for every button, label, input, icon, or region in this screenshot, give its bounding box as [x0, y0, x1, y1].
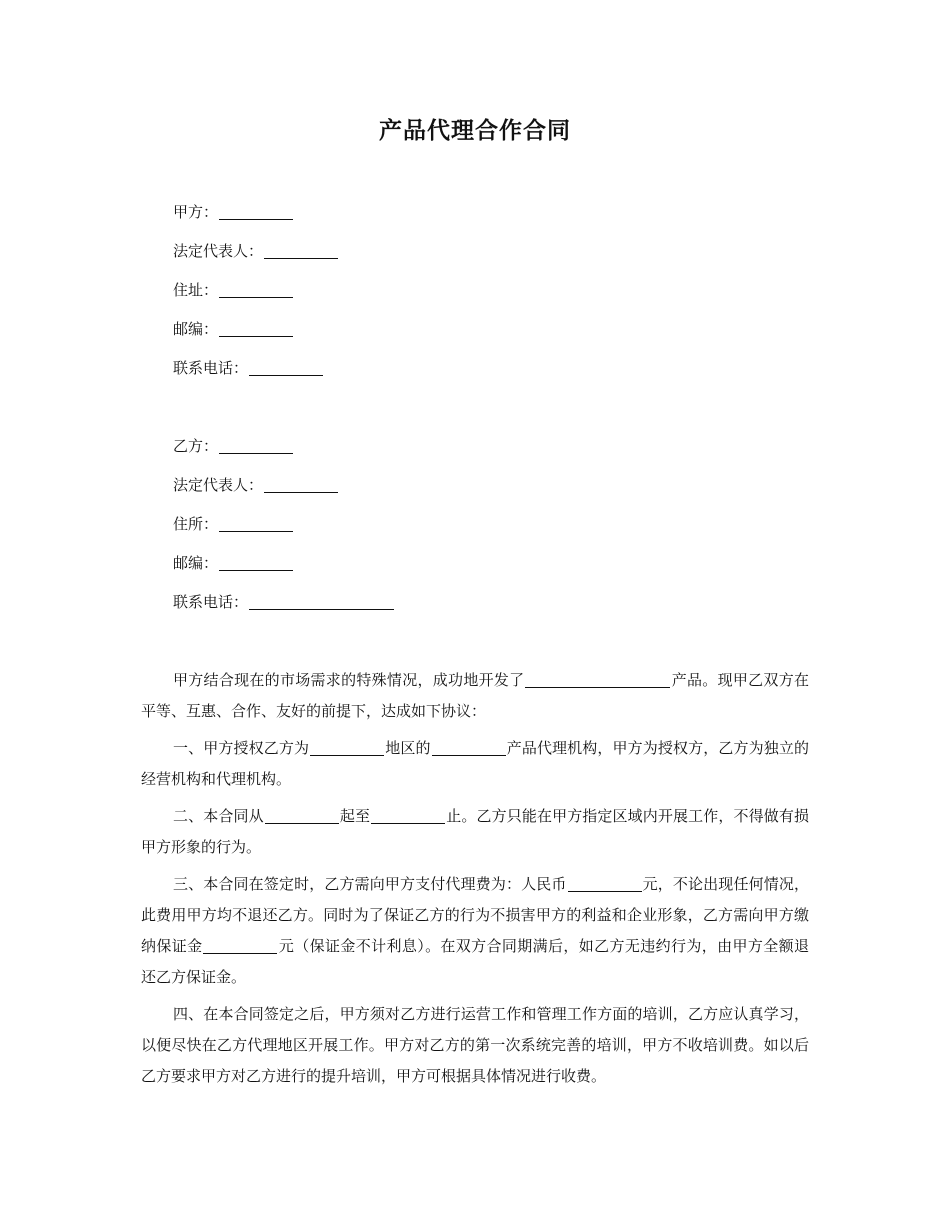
- intro-text-2: 产品。现甲乙双方在平等、互惠、合作、友好的前提下，达成如下协议：: [141, 671, 809, 720]
- party-a-postcode-blank: [219, 320, 293, 337]
- document-title: 产品代理合作合同: [379, 117, 571, 144]
- party-b-address-label: 住所：: [173, 515, 219, 533]
- party-b-address-blank: [219, 515, 293, 532]
- party-a-name-label: 甲方：: [173, 203, 219, 221]
- party-b-postcode-label: 邮编：: [173, 554, 219, 572]
- end-date-blank: [371, 807, 445, 824]
- clause-4-paragraph: 四、在本合同签定之后，甲方须对乙方进行运营工作和管理工作方面的培训，乙方应认真学习，以便尽快在乙方代理地区开展工作。甲方对乙方的第一次系统完善的培训，甲方不收培训费。如以后乙方要求甲方对乙方进行的提升培训，甲方可根据具体情况进行收费。: [141, 1005, 809, 1085]
- product-blank: [432, 739, 506, 756]
- party-b-postcode-blank: [219, 554, 293, 571]
- clause-1-text-3: 产品代理机构，甲方为授权方，乙方为独立的经营机构和代理机构。: [141, 739, 809, 788]
- party-a-address-blank: [219, 281, 293, 298]
- party-b-name-blank: [219, 437, 293, 454]
- contract-body: [141, 665, 809, 1098]
- party-a-name-blank: [219, 203, 293, 220]
- clause-2-text-1: 二、本合同从: [173, 807, 264, 825]
- product-name-blank: [525, 671, 670, 688]
- party-a-rep-blank: [264, 242, 338, 259]
- clause-2-text-3: 止。乙方只能在甲方指定区域内开展工作，不得做有损甲方形象的行为。: [141, 807, 809, 856]
- party-a-name-line: [173, 201, 339, 240]
- party-a-address-label: 住址：: [173, 281, 219, 299]
- intro-text-1: 甲方结合现在的市场需求的特殊情况，成功地开发了: [173, 671, 525, 689]
- clause-3-text-3: 元（保证金不计利息）。在双方合同期满后，如乙方无违约行为，由甲方全额退还乙方保证金。: [141, 937, 809, 986]
- clause-2-text-2: 起至: [339, 807, 371, 825]
- party-a-postcode-label: 邮编：: [173, 320, 219, 338]
- clause-1-text-1: 一、甲方授权乙方为: [173, 739, 310, 757]
- party-a-postcode-line: [173, 318, 339, 357]
- clause-2-paragraph: [141, 801, 809, 863]
- party-b-address-line: [173, 513, 395, 552]
- region-blank: [310, 739, 384, 756]
- party-b-phone-label: 联系电话：: [173, 593, 249, 611]
- party-b-rep-blank: [264, 476, 338, 493]
- start-date-blank: [265, 807, 339, 824]
- deposit-blank: [203, 937, 277, 954]
- party-a-phone-line: [173, 357, 339, 396]
- party-a-address-line: [173, 279, 339, 318]
- party-a-rep-line: [173, 240, 339, 279]
- party-b-phone-line: [173, 591, 395, 630]
- party-b-name-line: [173, 435, 395, 474]
- party-b-postcode-line: [173, 552, 395, 591]
- party-a-block: [173, 201, 339, 396]
- party-a-phone-blank: [249, 359, 323, 376]
- agency-fee-blank: [568, 875, 642, 892]
- clause-1-text-2: 地区的: [385, 739, 431, 757]
- party-b-rep-line: [173, 474, 395, 513]
- party-b-block: [173, 435, 395, 630]
- party-a-phone-label: 联系电话：: [173, 359, 249, 377]
- party-b-rep-label: 法定代表人：: [173, 476, 264, 494]
- party-b-phone-blank: [249, 593, 394, 610]
- clause-3-text-1: 三、本合同在签定时，乙方需向甲方支付代理费为：人民币: [173, 875, 567, 893]
- clause-3-text-2: 元，不论出现任何情况，此费用甲方均不退还乙方。同时为了保证乙方的行为不损害甲方的利益和企业形象，乙方需向甲方缴纳保证金: [141, 875, 809, 955]
- party-b-name-label: 乙方：: [173, 437, 219, 455]
- clause-1-paragraph: [141, 733, 809, 795]
- party-a-rep-label: 法定代表人：: [173, 242, 264, 260]
- clause-3-paragraph: [141, 869, 809, 993]
- intro-paragraph: [141, 665, 809, 727]
